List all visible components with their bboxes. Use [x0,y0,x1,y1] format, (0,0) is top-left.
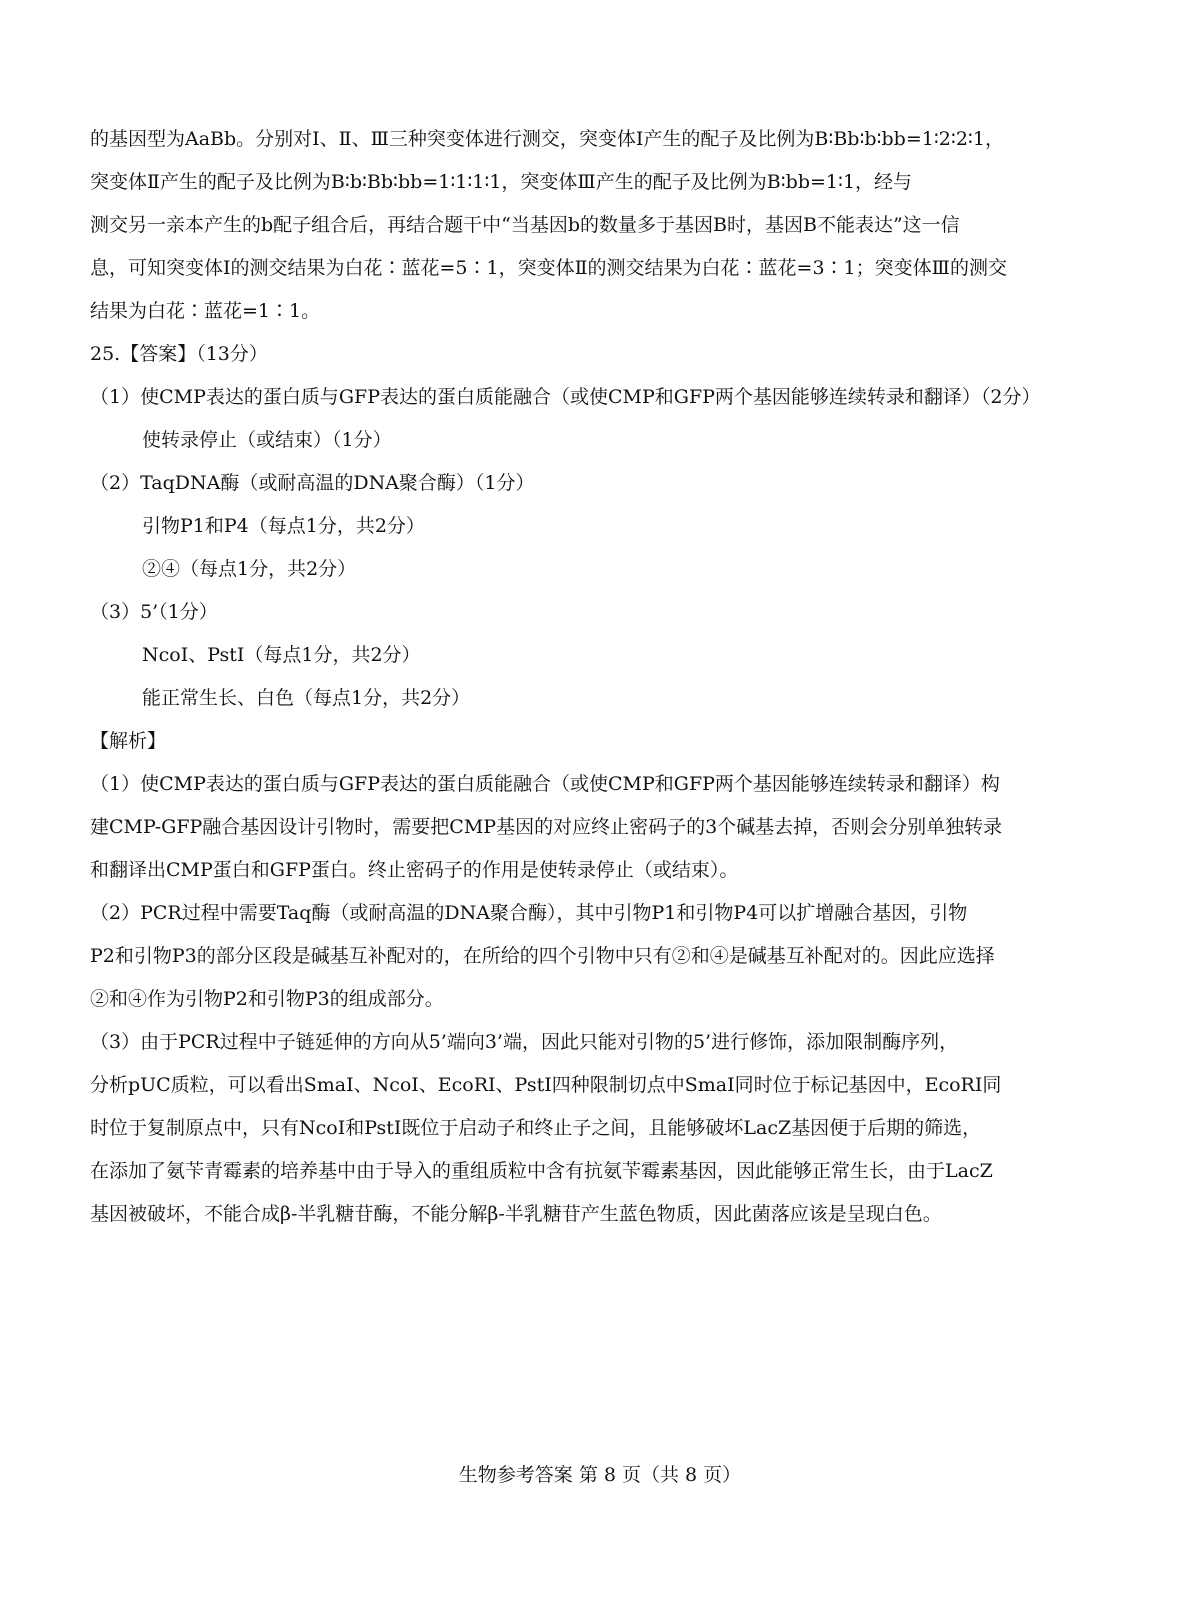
answer-item: ②④（每点1分，共2分） [142,558,357,580]
analysis-line: 时位于复制原点中，只有NcoⅠ和PstⅠ既位于启动子和终止子之间，且能够破坏LacZ基因便于后期的筛选， [90,1117,982,1139]
analysis-line: （2）PCR过程中需要Taq酶（或耐高温的DNA聚合酶），其中引物P1和引物P4可以扩增融合基因，引物 [90,902,968,924]
analysis-line: 分析pUC质粒，可以看出SmaⅠ、NcoⅠ、EcoRⅠ、PstⅠ四种限制切点中SmaⅠ同时位于标记基因中，EcoRⅠ同 [90,1074,1002,1096]
analysis-line: （3）由于PCR过程中子链延伸的方向从5’端向3’端，因此只能对引物的5’进行修饰，添加限制酶序列， [90,1031,959,1053]
answer-item: NcoⅠ、PstⅠ（每点1分，共2分） [142,644,421,666]
analysis-line: （1）使CMP表达的蛋白质与GFP表达的蛋白质能融合（或使CMP和GFP两个基因能够连续转录和翻译）构 [90,773,1000,795]
analysis-line: 建CMP-GFP融合基因设计引物时，需要把CMP基因的对应终止密码子的3个碱基去掉，否则会分别单独转录 [90,816,1003,838]
analysis-line: 和翻译出CMP蛋白和GFP蛋白。终止密码子的作用是使转录停止（或结束）。 [90,859,739,881]
analysis-line: P2和引物P3的部分区段是碱基互补配对的，在所给的四个引物中只有②和④是碱基互补配对的。因此应选择 [90,945,995,967]
text-line: 的基因型为AaBb。分别对Ⅰ、Ⅱ、Ⅲ三种突变体进行测交，突变体Ⅰ产生的配子及比例为B∶Bb∶b∶bb=1∶2∶2∶1， [90,128,1004,150]
question-heading: 25.【答案】（13分） [90,343,268,365]
text-line: 息，可知突变体Ⅰ的测交结果为白花∶蓝花=5∶1，突变体Ⅱ的测交结果为白花∶蓝花=3∶1；突变体Ⅲ的测交 [90,257,1007,279]
answer-item: （2）TaqDNA酶（或耐高温的DNA聚合酶）（1分） [90,472,535,494]
analysis-line: 基因被破坏，不能合成β-半乳糖苷酶，不能分解β-半乳糖苷产生蓝色物质，因此菌落应该是呈现白色。 [90,1203,942,1225]
answer-body [90,118,1110,1236]
analysis-line: 在添加了氨苄青霉素的培养基中由于导入的重组质粒中含有抗氨苄霉素基因，因此能够正常生长，由于LacZ [90,1160,993,1182]
answer-item: （1）使CMP表达的蛋白质与GFP表达的蛋白质能融合（或使CMP和GFP两个基因能够连续转录和翻译）（2分） [90,386,1041,408]
analysis-line: ②和④作为引物P2和引物P3的组成部分。 [90,988,444,1010]
answer-item: （3）5’（1分） [90,601,218,623]
answer-item: 能正常生长、白色（每点1分，共2分） [142,687,471,709]
answer-item: 使转录停止（或结束）（1分） [142,429,392,451]
text-line: 结果为白花∶蓝花=1∶1。 [90,300,321,322]
analysis-heading: 【解析】 [90,730,167,752]
text-line: 测交另一亲本产生的b配子组合后，再结合题干中“当基因b的数量多于基因B时，基因B不能表达”这一信 [90,214,960,236]
page-footer: 生物参考答案 第 8 页（共 8 页） [458,1464,742,1486]
text-line: 突变体Ⅱ产生的配子及比例为B∶b∶Bb∶bb=1∶1∶1∶1，突变体Ⅲ产生的配子及比例为B∶bb=1∶1，经与 [90,171,913,193]
answer-item: 引物P1和P4（每点1分，共2分） [142,515,425,537]
